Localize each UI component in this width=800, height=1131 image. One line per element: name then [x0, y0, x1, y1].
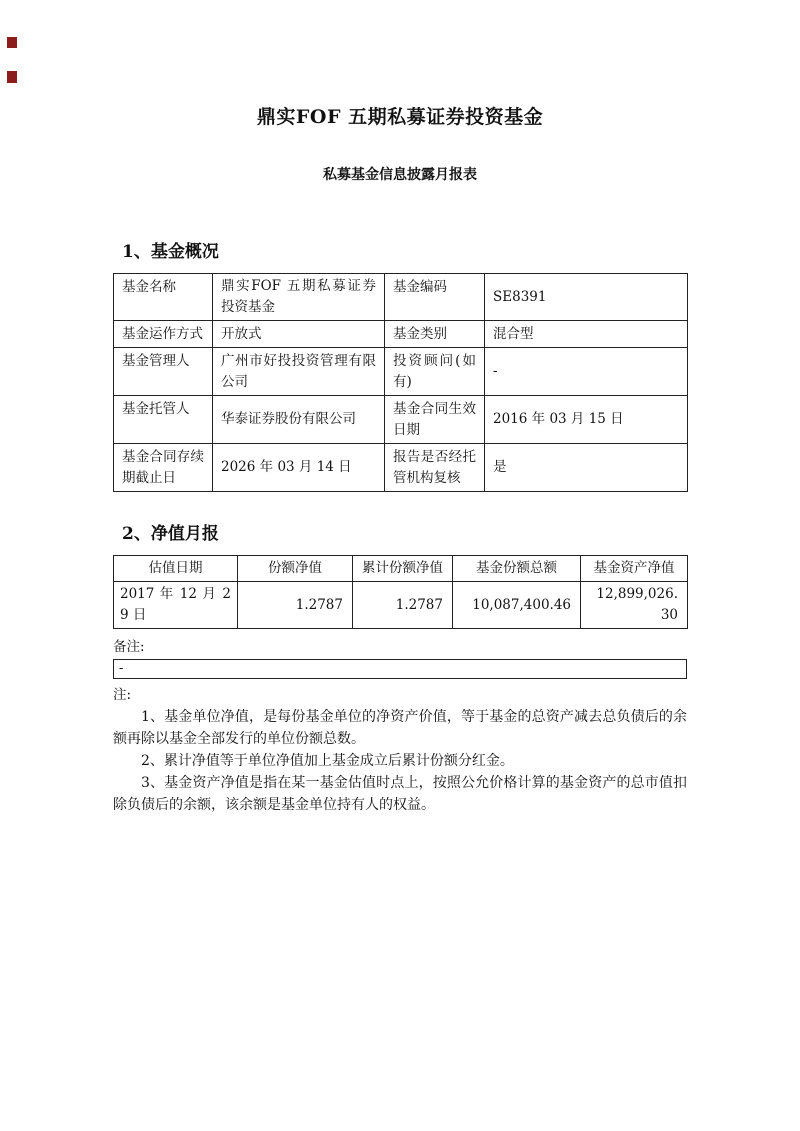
field-value-custodian: 华泰证券股份有限公司: [213, 396, 385, 444]
column-header-net-assets: 基金资产净值: [581, 556, 688, 582]
section-heading-nav-report: 2、净值月报: [122, 524, 219, 544]
field-value-investment-advisor: -: [485, 348, 688, 396]
column-header-total-shares: 基金份额总额: [453, 556, 581, 582]
field-value-fund-manager: 广州市好投投资管理有限公司: [213, 348, 385, 396]
cell-nav-per-share: 1.2787: [238, 582, 353, 629]
note-item-2: 2、累计净值等于单位净值加上基金成立后累计份额分红金。: [141, 753, 514, 769]
field-label-fund-code: 基金编码: [385, 274, 485, 321]
field-label-operation-mode: 基金运作方式: [114, 321, 213, 348]
field-label-fund-name: 基金名称: [114, 274, 213, 321]
notes-label: 注:: [113, 687, 132, 703]
table-row-fund-name: [114, 274, 688, 321]
field-label-custodian: 基金托管人: [114, 396, 213, 444]
note-item-1: 1、基金单位净值，是每份基金单位的净资产价值，等于基金的总资产减去总负债后的余额再除以基金全部发行的单位份额总数。: [113, 709, 687, 747]
red-annotation-mark-2: [7, 71, 17, 83]
note-item-3: 3、基金资产净值是指在某一基金估值时点上，按照公允价格计算的基金资产的总市值扣除负债后的余额，该余额是基金单位持有人的权益。: [113, 775, 687, 813]
field-label-custodian-reviewed: 报告是否经托管机构复核: [385, 444, 485, 492]
remarks-label: 备注:: [113, 639, 145, 655]
field-value-custodian-reviewed: 是: [485, 444, 688, 492]
nav-monthly-table: [113, 555, 688, 629]
field-label-fund-manager: 基金管理人: [114, 348, 213, 396]
field-label-contract-effective-date: 基金合同生效日期: [385, 396, 485, 444]
field-label-investment-advisor: 投资顾问(如有): [385, 348, 485, 396]
section-heading-fund-overview: 1、基金概况: [122, 242, 219, 262]
field-label-contract-expiry-date: 基金合同存续期截止日: [114, 444, 213, 492]
column-header-nav-per-share: 份额净值: [238, 556, 353, 582]
notes-section: [113, 706, 687, 816]
cell-valuation-date: 2017 年 12 月 29 日: [114, 582, 238, 629]
document-subtitle: 私募基金信息披露月报表: [323, 167, 477, 183]
table-row-custodian: [114, 396, 688, 444]
table-row-contract-expiry: [114, 444, 688, 492]
nav-table-data-row: [114, 582, 688, 629]
cell-cumulative-nav: 1.2787: [353, 582, 453, 629]
field-value-fund-name: 鼎实FOF 五期私募证券投资基金: [213, 274, 385, 321]
cell-net-assets: 12,899,026.30: [581, 582, 688, 629]
column-header-valuation-date: 估值日期: [114, 556, 238, 582]
field-value-fund-type: 混合型: [485, 321, 688, 348]
fund-overview-table: [113, 273, 688, 492]
field-value-contract-expiry-date: 2026 年 03 月 14 日: [213, 444, 385, 492]
red-annotation-mark-1: [7, 37, 17, 48]
table-row-fund-manager: [114, 348, 688, 396]
field-value-contract-effective-date: 2016 年 03 月 15 日: [485, 396, 688, 444]
remarks-box: -: [113, 659, 687, 679]
field-value-operation-mode: 开放式: [213, 321, 385, 348]
field-value-fund-code: SE8391: [485, 274, 688, 321]
cell-total-shares: 10,087,400.46: [453, 582, 581, 629]
document-title: 鼎实FOF 五期私募证券投资基金: [256, 106, 544, 128]
field-label-fund-type: 基金类别: [385, 321, 485, 348]
column-header-cumulative-nav: 累计份额净值: [353, 556, 453, 582]
nav-table-header-row: [114, 556, 688, 582]
table-row-operation-mode: [114, 321, 688, 348]
document-content: [113, 241, 687, 816]
